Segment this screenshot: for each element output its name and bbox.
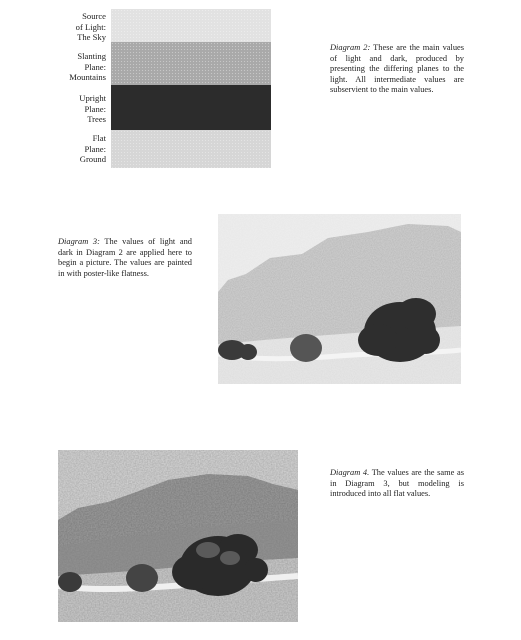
band-trees [111,85,271,130]
caption-body: The values of light and dark in Diagram 2 are applied here to begin a picture. The values are painted in with poster-like flatness. [58,237,192,278]
caption-body: The values are the same as in Diagram 3, but modeling is introduced into all flat values. [330,468,465,499]
label-mountains: Slanting Plane: Mountains [69,51,106,82]
middle-tree [290,334,322,362]
caption-lead: Diagram 2: [330,43,371,52]
middle-tree [126,564,158,592]
label-trees: Upright Plane: Trees [79,93,106,124]
label-sky: Source of Light: The Sky [75,11,106,42]
band-sky [111,9,271,42]
caption-lead: Diagram 3: [58,237,100,246]
painting-diagram-3 [218,214,461,384]
painting-diagram-4 [58,450,298,622]
caption-diagram-4 [330,468,464,500]
band-mountains [111,42,271,85]
caption-lead: Diagram 4. [330,468,370,477]
left-bushes [58,572,82,592]
label-ground: Flat Plane: Ground [79,133,106,164]
caption-diagram-2 [330,43,464,96]
caption-body: These are the main values of light and dark, produced by presenting the differing planes to the light. All intermediate values are subservient to the main values. [330,43,464,95]
band-ground [111,130,271,168]
caption-diagram-3 [58,237,192,279]
